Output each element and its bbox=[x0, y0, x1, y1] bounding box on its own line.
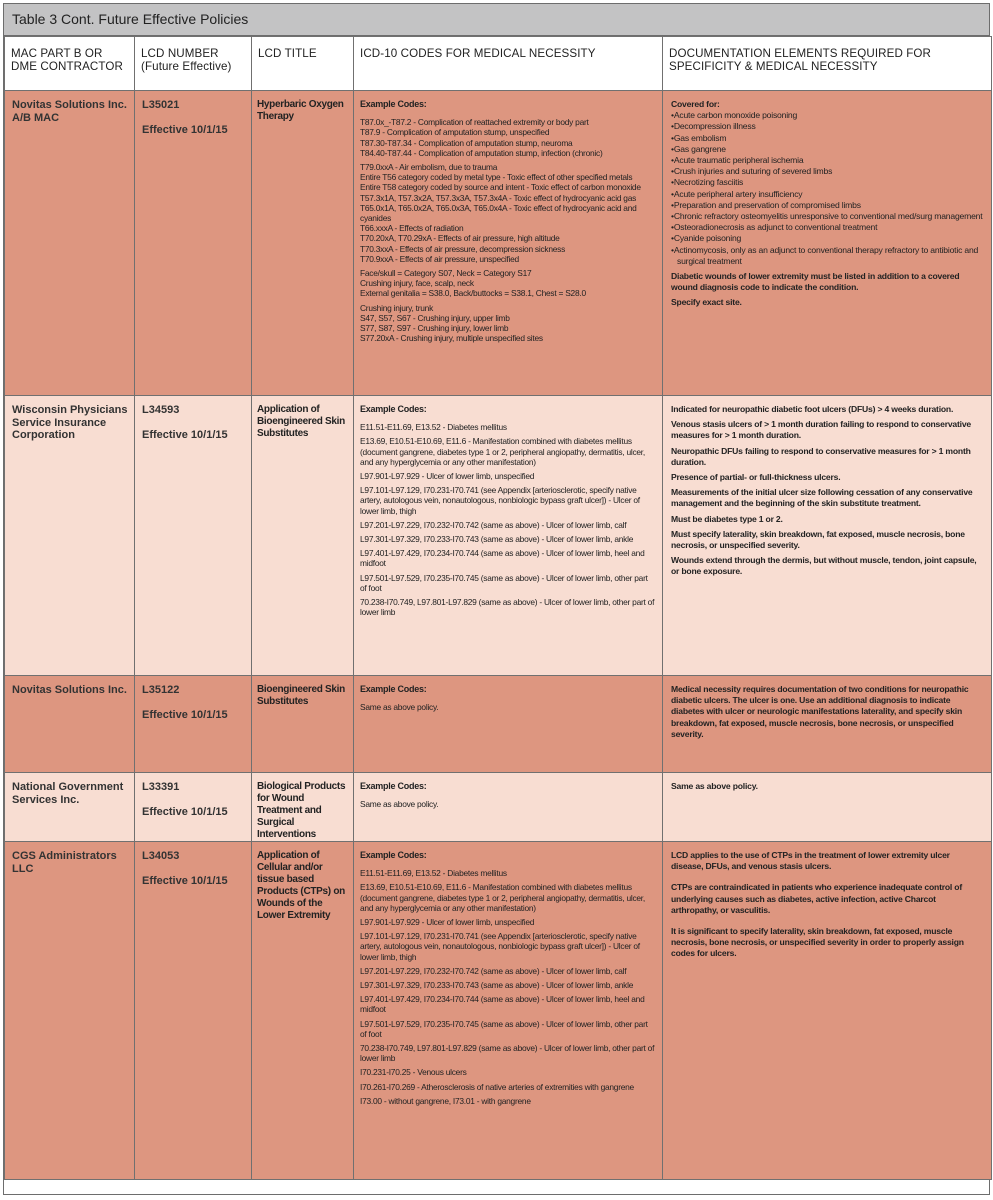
code-line: Crushing injury, trunk bbox=[360, 302, 434, 313]
codes-header: Example Codes: bbox=[360, 684, 427, 694]
list-item: • Acute carbon monoxide poisoning bbox=[671, 110, 983, 121]
docs-paragraph: Indicated for neuropathic diabetic foot ulcers (DFUs) > 4 weeks duration. bbox=[671, 404, 954, 414]
documentation-cell bbox=[663, 676, 992, 773]
docs-paragraph: Must be diabetes type 1 or 2. bbox=[671, 513, 783, 524]
lcd-number-cell bbox=[135, 676, 252, 773]
code-line: T84.40-T87.44 - Complication of amputation stump, infection (chronic) bbox=[360, 147, 603, 158]
contractor-cell: Novitas Solutions Inc. A/B MAC bbox=[5, 91, 135, 396]
code-line: T66.xxxA - Effects of radiation bbox=[360, 223, 464, 234]
docs-paragraph: LCD applies to the use of CTPs in the treatment of lower extremity ulcer disease, DFUs, and venous stasis ulcers. bbox=[671, 850, 950, 872]
lcd-number-cell bbox=[135, 396, 252, 676]
code-line: E11.51-E11.69, E13.52 - Diabetes mellitus bbox=[360, 868, 507, 879]
code-line: I73.00 - without gangrene, I73.01 - with gangrene bbox=[360, 1095, 531, 1106]
code-line: L97.301-L97.329, I70.233-I70.743 (same as above) - Ulcer of lower limb, ankle bbox=[360, 534, 634, 545]
effective-date: Effective 10/1/15 bbox=[142, 805, 228, 818]
lcd-title-cell: Bioengineered Skin Substitutes bbox=[252, 676, 354, 773]
contractor-cell: CGS Administrators LLC bbox=[5, 842, 135, 1180]
list-item: • Acute traumatic peripheral ischemia bbox=[671, 155, 983, 166]
code-line: 70.238-I70.749, L97.801-L97.829 (same as above) - Ulcer of lower limb, other part of lower limb bbox=[360, 1043, 655, 1064]
docs-paragraph: Venous stasis ulcers of > 1 month duration failing to respond to conservative measures for > 1 month duration. bbox=[671, 419, 972, 441]
code-line: L97.101-L97.129, I70.231-I70.741 (see Appendix [arteriosclerotic, specify native artery, autologous vein, nonautologous, nonbiologic bypass graft ulcer]) - Ulcer of lower limb, thigh bbox=[360, 931, 640, 962]
code-line: Face/skull = Category S07, Neck = Category S17 bbox=[360, 268, 532, 279]
effective-date: Effective 10/1/15 bbox=[142, 123, 228, 136]
col-header-documentation: DOCUMENTATION ELEMENTS REQUIRED FOR SPECIFICITY & MEDICAL NECESSITY bbox=[663, 37, 992, 91]
docs-paragraph: Presence of partial- or full-thickness ulcers. bbox=[671, 472, 841, 483]
code-line: L97.401-L97.429, I70.234-I70.744 (same as above) - Ulcer of lower limb, heel and midfoot bbox=[360, 994, 645, 1015]
contractor-cell: Wisconsin Physicians Service Insurance Corporation bbox=[5, 396, 135, 676]
lcd-number: L33391 bbox=[142, 781, 180, 793]
code-line: L97.501-L97.529, I70.235-I70.745 (same as above) - Ulcer of lower limb, other part of foot bbox=[360, 572, 648, 593]
lcd-number: L35122 bbox=[142, 684, 180, 696]
lcd-number-cell bbox=[135, 91, 252, 396]
codes-cell bbox=[354, 676, 663, 773]
effective-date: Effective 10/1/15 bbox=[142, 428, 228, 441]
list-item: • Gas gangrene bbox=[671, 144, 983, 155]
code-line: T87.9 - Complication of amputation stump, unspecified bbox=[360, 127, 550, 138]
list-item: • Necrotizing fasciitis bbox=[671, 177, 983, 188]
docs-paragraph: Neuropathic DFUs failing to respond to conservative measures for > 1 month duration. bbox=[671, 445, 971, 467]
codes-cell bbox=[354, 91, 663, 396]
lcd-title-cell: Application of Cellular and/or tissue based Products (CTPs) on Wounds of the Lower Extremity bbox=[252, 842, 354, 1180]
policies-table bbox=[4, 36, 992, 1180]
code-line: S47, S57, S67 - Crushing injury, upper limb bbox=[360, 312, 510, 323]
table-row bbox=[5, 91, 992, 396]
code-line: L97.101-L97.129, I70.231-I70.741 (see Appendix [arteriosclerotic, specify native artery, autologous vein, nonautologous, nonbiologic bypass graft ulcer]) - Ulcer of lower limb, thigh bbox=[360, 485, 640, 516]
list-item: • Cyanide poisoning bbox=[671, 233, 983, 244]
lcd-number: L34593 bbox=[142, 404, 180, 416]
code-group bbox=[360, 268, 656, 299]
code-line: T87.0x_-T87.2 - Complication of reattached extremity or body part bbox=[360, 117, 589, 128]
docs-paragraph: CTPs are contraindicated in patients who experience inadequate control of underlying causes such as diabetes, active infection, active Charcot arthropathy, or vasculitis. bbox=[671, 882, 963, 915]
contractor-cell: National Government Services Inc. bbox=[5, 773, 135, 842]
effective-date: Effective 10/1/15 bbox=[142, 708, 228, 721]
docs-paragraph: It is significant to specify laterality, skin breakdown, fat exposed, muscle necrosis, bone necrosis, or unspecified severity in order to properly assign codes for ulcers. bbox=[671, 926, 964, 959]
effective-date: Effective 10/1/15 bbox=[142, 874, 228, 887]
code-line: L97.901-L97.929 - Ulcer of lower limb, unspecified bbox=[360, 471, 535, 482]
codes-cell bbox=[354, 773, 663, 842]
docs-intro: Covered for: bbox=[671, 99, 720, 109]
lcd-title-cell: Application of Bioengineered Skin Substitutes bbox=[252, 396, 354, 676]
code-line: External genitalia = S38.0, Back/buttocks = S38.1, Chest = S28.0 bbox=[360, 288, 586, 299]
list-item: • Osteoradionecrosis as adjunct to conventional treatment bbox=[671, 222, 983, 233]
code-line: L97.201-L97.229, I70.232-I70.742 (same as above) - Ulcer of lower limb, calf bbox=[360, 519, 627, 530]
code-line: T87.30-T87.34 - Complication of amputation stump, neuroma bbox=[360, 137, 573, 148]
covered-list bbox=[671, 110, 983, 267]
docs-paragraph: Specify exact site. bbox=[671, 297, 742, 308]
codes-header: Example Codes: bbox=[360, 404, 427, 414]
code-line: L97.501-L97.529, I70.235-I70.745 (same as above) - Ulcer of lower limb, other part of foot bbox=[360, 1018, 648, 1039]
code-line: E13.69, E10.51-E10.69, E11.6 - Manifestation combined with diabetes mellitus (document gangrene, diabetes type 1 or 2, peripheral angiopathy, dermatitis, ulcer, and any hyperglycemia or any other manifestation) bbox=[360, 436, 645, 467]
documentation-cell bbox=[663, 842, 992, 1180]
code-group bbox=[360, 162, 656, 264]
list-item: • Actinomycosis, only as an adjunct to conventional therapy refractory to antibiotic and surgical treatment bbox=[671, 245, 983, 267]
docs-paragraph: Must specify laterality, skin breakdown, fat exposed, muscle necrosis, bone necrosis, or unspecified severity. bbox=[671, 528, 965, 551]
list-item: • Chronic refractory osteomyelitis unresponsive to conventional med/surg management bbox=[671, 211, 983, 222]
policy-table-document bbox=[3, 3, 990, 1195]
code-line: E13.69, E10.51-E10.69, E11.6 - Manifestation combined with diabetes mellitus (document gangrene, diabetes type 1 or 2, peripheral angiopathy, dermatitis, ulcer, and any hyperglycemia or any other manifestation) bbox=[360, 882, 645, 913]
table-row bbox=[5, 676, 992, 773]
lcd-title-cell: Hyperbaric Oxygen Therapy bbox=[252, 91, 354, 396]
col-header-contractor: MAC PART B OR DME CONTRACTOR bbox=[5, 37, 135, 91]
contractor-cell: Novitas Solutions Inc. bbox=[5, 676, 135, 773]
docs-paragraph: Same as above policy. bbox=[671, 781, 758, 791]
code-line: T79.0xxA - Air embolism, due to trauma bbox=[360, 162, 498, 173]
code-group bbox=[360, 117, 656, 158]
lcd-number: L35021 bbox=[142, 99, 180, 111]
table-row bbox=[5, 773, 992, 842]
code-line: Crushing injury, face, scalp, neck bbox=[360, 278, 474, 289]
code-line: T70.20xA, T70.29xA - Effects of air pressure, high altitude bbox=[360, 233, 560, 244]
codes-cell bbox=[354, 396, 663, 676]
list-item: • Gas embolism bbox=[671, 133, 983, 144]
code-line: Entire T58 category coded by source and intent - Toxic effect of carbon monoxide bbox=[360, 182, 641, 193]
documentation-cell bbox=[663, 396, 992, 676]
lcd-number: L34053 bbox=[142, 850, 180, 862]
code-line: Same as above policy. bbox=[360, 702, 439, 713]
documentation-cell bbox=[663, 773, 992, 842]
code-line: 70.238-I70.749, L97.801-L97.829 (same as above) - Ulcer of lower limb, other part of lower limb bbox=[360, 597, 655, 618]
docs-paragraph: Medical necessity requires documentation of two conditions for neuropathic diabetic ulcers. The ulcer is one. Use an additional diagnosis to indicate diabetes with ulcer or neurologic manifestations laterality, and specify skin breakdown, fat exposed, muscle necrosis, bone necrosis, or unspecified severity. bbox=[671, 684, 969, 739]
table-row bbox=[5, 396, 992, 676]
col-header-lcd-number: LCD NUMBER (Future Effective) bbox=[135, 37, 252, 91]
code-line: E11.51-E11.69, E13.52 - Diabetes mellitus bbox=[360, 422, 507, 433]
code-line: L97.401-L97.429, I70.234-I70.744 (same as above) - Ulcer of lower limb, heel and midfoot bbox=[360, 548, 645, 569]
docs-paragraph: Diabetic wounds of lower extremity must be listed in addition to a covered wound diagnosis code to indicate the condition. bbox=[671, 271, 960, 293]
list-item: • Crush injuries and suturing of severed limbs bbox=[671, 166, 983, 177]
code-line: I70.231-I70.25 - Venous ulcers bbox=[360, 1067, 467, 1078]
code-line: T65.0x1A, T65.0x2A, T65.0x3A, T65.0x4A - Toxic effect of hydrocyanic acid and cyanides bbox=[360, 202, 637, 224]
lcd-number-cell bbox=[135, 773, 252, 842]
documentation-cell bbox=[663, 91, 992, 396]
list-item: • Decompression illness bbox=[671, 121, 983, 132]
code-line: I70.261-I70.269 - Atherosclerosis of native arteries of extremities with gangrene bbox=[360, 1081, 634, 1092]
list-item: • Acute peripheral artery insufficiency bbox=[671, 189, 983, 200]
code-line: L97.201-L97.229, I70.232-I70.742 (same as above) - Ulcer of lower limb, calf bbox=[360, 965, 627, 976]
table-caption: Table 3 Cont. Future Effective Policies bbox=[4, 4, 989, 36]
code-line: Entire T56 category coded by metal type - Toxic effect of other specified metals bbox=[360, 172, 633, 183]
code-line: T70.9xxA - Effects of air pressure, unspecified bbox=[360, 253, 519, 264]
col-header-icd10-codes: ICD-10 CODES FOR MEDICAL NECESSITY bbox=[354, 37, 663, 91]
docs-paragraph: Wounds extend through the dermis, but without muscle, tendon, joint capsule, or bone exposure. bbox=[671, 555, 977, 577]
code-line: L97.301-L97.329, I70.233-I70.743 (same as above) - Ulcer of lower limb, ankle bbox=[360, 980, 634, 991]
codes-cell bbox=[354, 842, 663, 1180]
code-group bbox=[360, 303, 656, 344]
code-line: T70.3xxA - Effects of air pressure, decompression sickness bbox=[360, 243, 566, 254]
code-line: Same as above policy. bbox=[360, 799, 439, 810]
table-row bbox=[5, 842, 992, 1180]
code-line: S77, S87, S97 - Crushing injury, lower limb bbox=[360, 323, 509, 334]
code-line: L97.901-L97.929 - Ulcer of lower limb, unspecified bbox=[360, 917, 535, 928]
codes-header: Example Codes: bbox=[360, 99, 427, 109]
list-item: • Preparation and preservation of compromised limbs bbox=[671, 200, 983, 211]
header-row bbox=[5, 37, 992, 91]
code-line: T57.3x1A, T57.3x2A, T57.3x3A, T57.3x4A - Toxic effect of hydrocyanic acid gas bbox=[360, 192, 637, 203]
codes-header: Example Codes: bbox=[360, 850, 427, 860]
codes-header: Example Codes: bbox=[360, 781, 427, 791]
lcd-title-cell: Biological Products for Wound Treatment and Surgical Interventions bbox=[252, 773, 354, 842]
lcd-number-cell bbox=[135, 842, 252, 1180]
docs-paragraph: Measurements of the initial ulcer size following cessation of any conservative management and the beginning of the skin substitute treatment. bbox=[671, 487, 973, 509]
code-line: S77.20xA - Crushing injury, multiple unspecified sites bbox=[360, 333, 543, 344]
col-header-lcd-title: LCD TITLE bbox=[252, 37, 354, 91]
